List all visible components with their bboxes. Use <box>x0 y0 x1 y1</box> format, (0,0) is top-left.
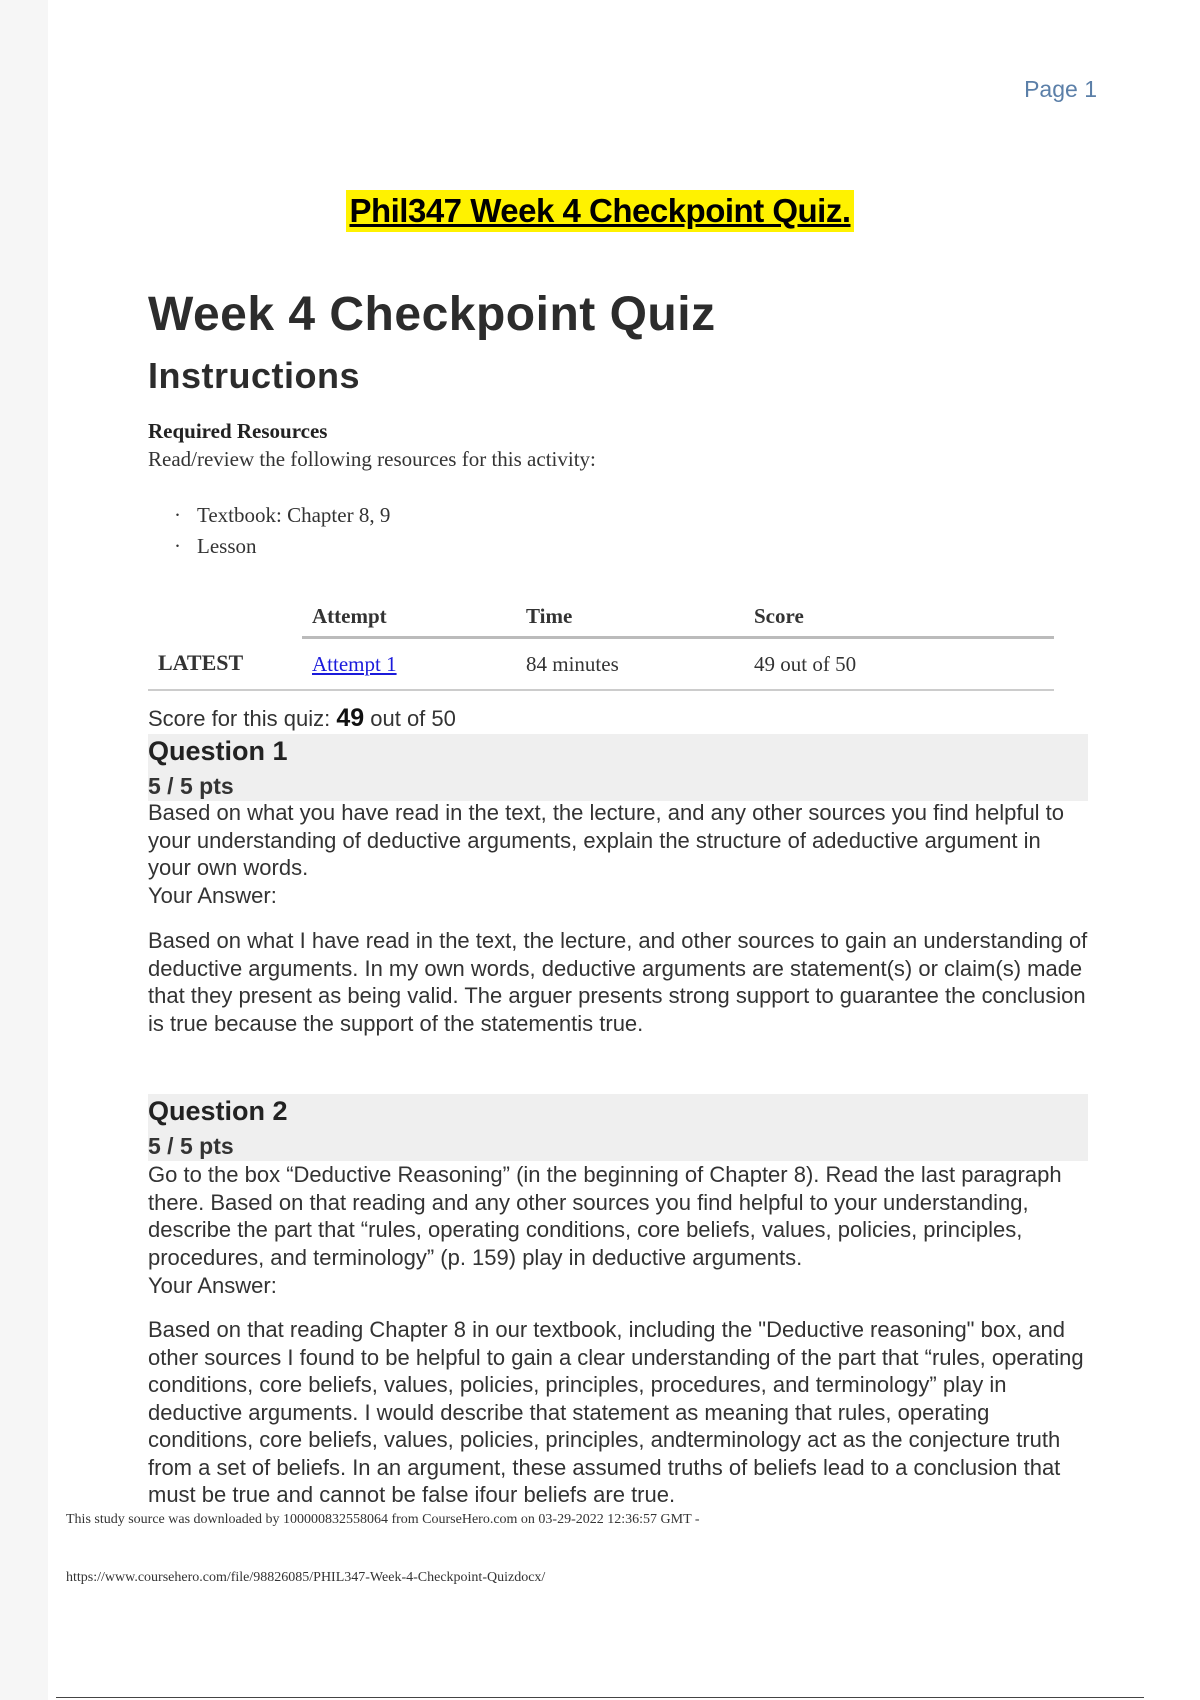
answer-text: Based on what I have read in the text, the lecture, and other sources to gain an understanding of deductive arguments. In my own words, deductive arguments are statement(s) or claim(s) made that they present as being valid. The arguer presents strong support to guarantee the conclusion is true because the support of the statementis true. <box>148 928 1088 1036</box>
attempt-link[interactable]: Attempt 1 <box>312 651 397 676</box>
quiz-score-suffix: out of 50 <box>370 706 456 731</box>
quiz-score-prefix: Score for this quiz: <box>148 706 331 731</box>
question-points: 5 / 5 pts <box>148 773 234 799</box>
resource-list <box>198 503 390 565</box>
source-url: https://www.coursehero.com/file/98826085/PHIL347-Week-4-Checkpoint-Quizdocx/ <box>66 1570 546 1585</box>
page-title: Week 4 Checkpoint Quiz <box>148 288 716 341</box>
time-cell: 84 minutes <box>516 638 744 691</box>
question-title: Question 2 <box>148 1096 288 1126</box>
instructions-heading: Instructions <box>148 355 361 396</box>
latest-label: LATEST <box>148 638 302 691</box>
answer-text: Based on that reading Chapter 8 in our textbook, including the "Deductive reasoning" box, and other sources I found to be helpful to gain a clear understanding of the part that “rules, operating conditions, core beliefs, values, policies, principles, procedures, and terminology” play in deductive arguments. I would describe that statement as meaning that rules, operating conditions, core beliefs, values, policies, principles, andterminology act as the conjecture truth from a set of beliefs. In an argument, these assumed truths of beliefs lead to a conclusion that must be true and cannot be false ifour beliefs are true. <box>148 1317 1084 1507</box>
page-number: Page 1 <box>1024 76 1097 102</box>
question-prompt: Based on what you have read in the text, the lecture, and any other sources you find helpful to your understanding of deductive arguments, explain the structure of adeductive argument in your own words. <box>148 800 1065 880</box>
question-points: 5 / 5 pts <box>148 1133 234 1159</box>
quiz-score-value: 49 <box>336 704 365 732</box>
resources-intro: Read/review the following resources for this activity: <box>148 447 596 471</box>
column-header-attempt: Attempt <box>302 596 516 638</box>
score-cell: 49 out of 50 <box>744 638 1054 691</box>
attempts-table <box>148 596 1054 691</box>
table-header-row <box>148 596 1054 638</box>
required-resources-heading: Required Resources <box>148 419 328 443</box>
column-header-score: Score <box>744 596 1054 638</box>
banner-container <box>0 190 1200 232</box>
attempt-cell <box>302 638 516 691</box>
resource-item: · Lesson <box>198 534 390 565</box>
column-header-blank <box>148 596 302 638</box>
bottom-divider <box>56 1697 1144 1698</box>
question-1-header <box>148 734 1088 801</box>
answer-label: Your Answer: <box>148 883 277 908</box>
download-note: This study source was downloaded by 100000832558064 from CourseHero.com on 03-29-2022 12:36:57 GMT - <box>66 1512 700 1527</box>
answer-label: Your Answer: <box>148 1273 277 1298</box>
question-2-header <box>148 1094 1088 1161</box>
column-header-time: Time <box>516 596 744 638</box>
quiz-score <box>148 704 456 733</box>
page-margin <box>0 0 48 1700</box>
highlighted-document-title: Phil347 Week 4 Checkpoint Quiz. <box>346 190 853 232</box>
question-prompt: Go to the box “Deductive Reasoning” (in the beginning of Chapter 8). Read the last paragraph there. Based on that reading and any other sources you find helpful to your understanding, describe the part that “rules, operating conditions, core beliefs, values, policies, principles, procedures, and terminology” (p. 159) play in deductive arguments. <box>148 1162 1062 1270</box>
question-title: Question 1 <box>148 736 288 766</box>
table-row <box>148 638 1054 691</box>
resource-item: · Textbook: Chapter 8, 9 <box>198 503 390 534</box>
